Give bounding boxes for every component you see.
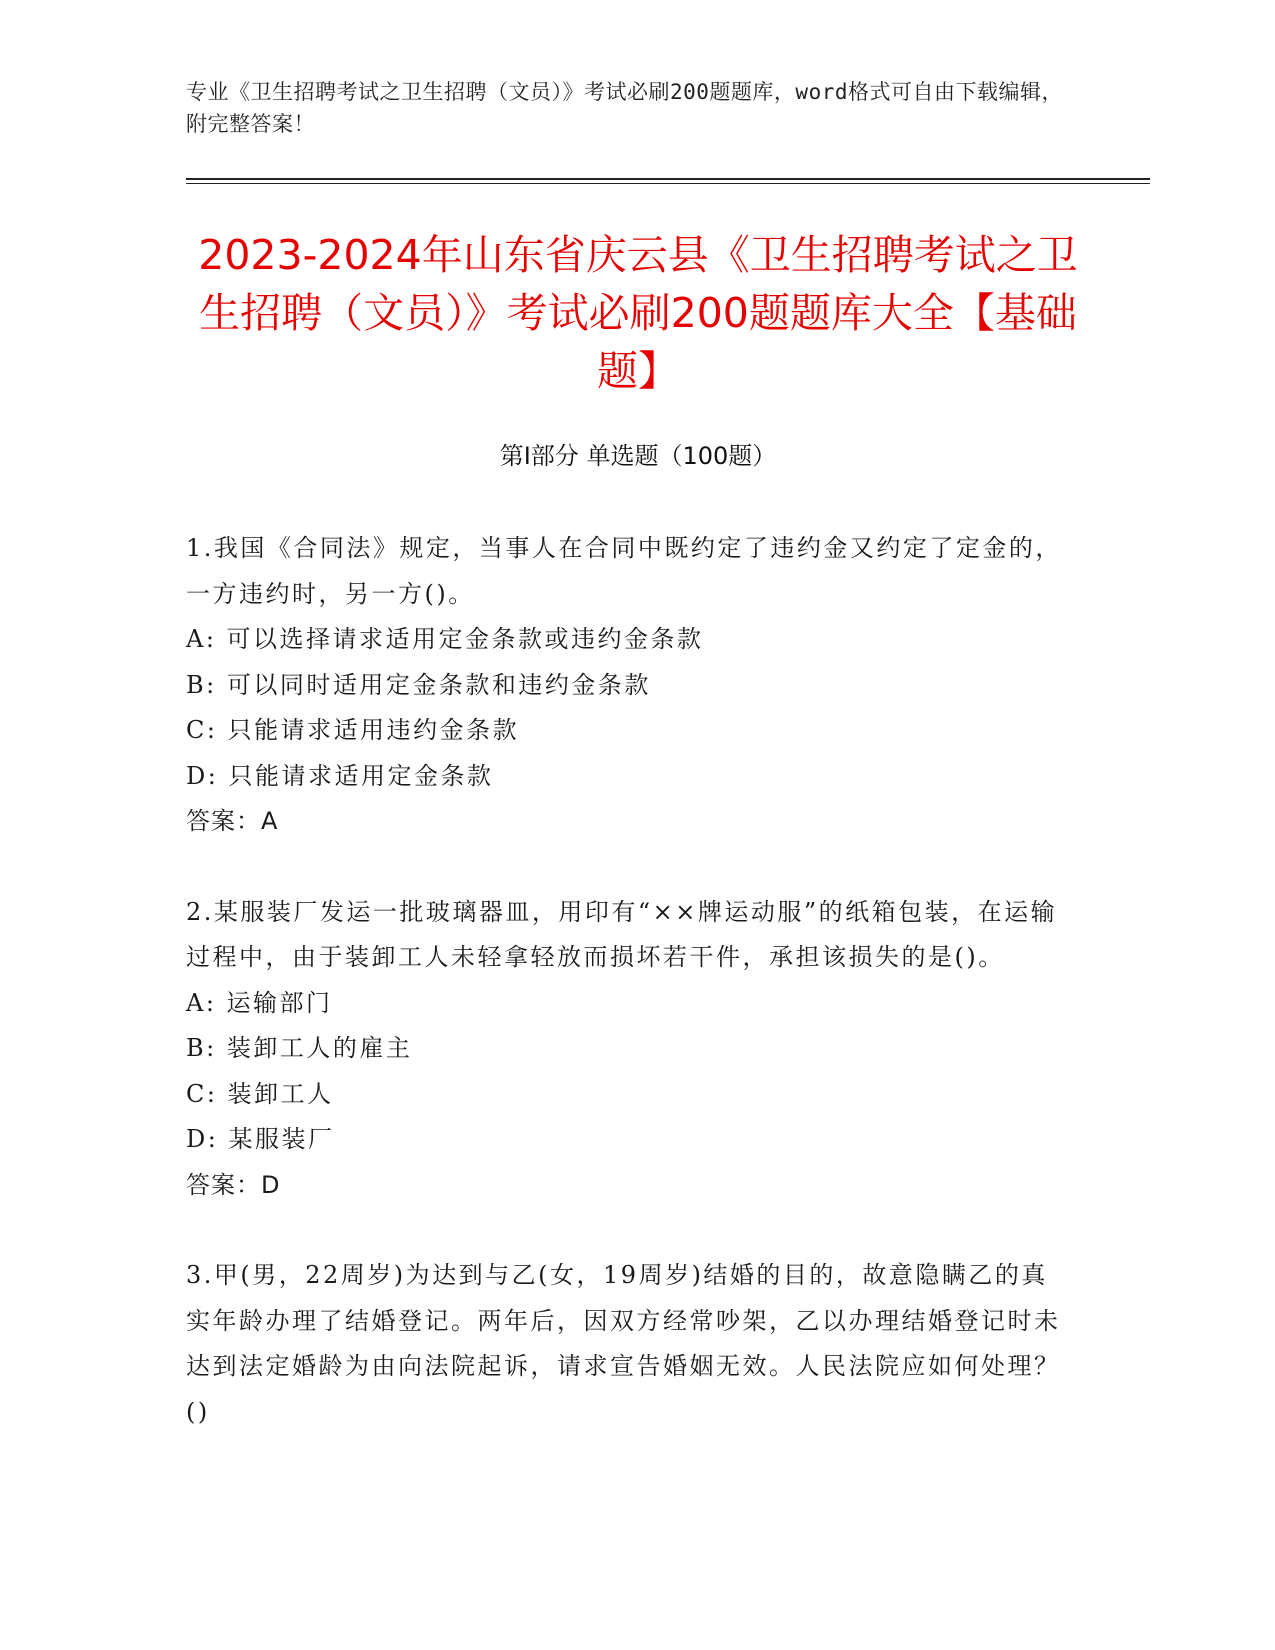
answer: 答案：A xyxy=(186,807,279,835)
question-3 xyxy=(186,1253,1066,1435)
question-stem: 2.某服装厂发运一批玻璃器皿，用印有“××牌运动服”的纸箱包装，在运输过程中，由于装卸工人未轻拿轻放而损坏若干件，承担该损失的是()。 xyxy=(186,897,1058,971)
option-c: C: 只能请求适用违约金条款 xyxy=(186,716,520,744)
header-divider-thick xyxy=(186,178,1150,180)
option-b: B: 可以同时适用定金条款和违约金条款 xyxy=(186,670,651,699)
question-1 xyxy=(186,526,1066,845)
question-stem: 3.甲(男，22周岁)为达到与乙(女，19周岁)结婚的目的，故意隐瞒乙的真实年龄办理了结婚登记。两年后，因双方经常吵架，乙以办理结婚登记时未达到法定婚龄为由向法院起诉，请求宣告婚姻无效。人民法院应如何处理？() xyxy=(186,1261,1061,1426)
document-header-note: 专业《卫生招聘考试之卫生招聘（文员）》考试必刷200题题库，word格式可自由下载编辑，附完整答案！ xyxy=(186,80,1063,136)
answer: 答案：D xyxy=(186,1170,281,1199)
header-divider-thin xyxy=(186,183,1150,184)
question-stem: 1.我国《合同法》规定，当事人在合同中既约定了违约金又约定了定金的，一方违约时，另一方()。 xyxy=(186,534,1062,608)
question-2 xyxy=(186,890,1066,1209)
option-a: A: 可以选择请求适用定金条款或违约金条款 xyxy=(186,625,704,653)
option-b: B: 装卸工人的雇主 xyxy=(186,1034,413,1062)
option-a: A: 运输部门 xyxy=(186,988,333,1017)
section-title: 第Ⅰ部分 单选题（100题） xyxy=(499,442,777,470)
option-d: D: 只能请求适用定金条款 xyxy=(186,761,494,790)
option-c: C: 装卸工人 xyxy=(186,1079,334,1108)
option-d: D: 某服装厂 xyxy=(186,1125,335,1153)
question-list xyxy=(186,526,1066,1435)
document-title: 2023-2024年山东省庆云县《卫生招聘考试之卫生招聘（文员）》考试必刷200题题库大全【基础题】 xyxy=(198,231,1078,395)
